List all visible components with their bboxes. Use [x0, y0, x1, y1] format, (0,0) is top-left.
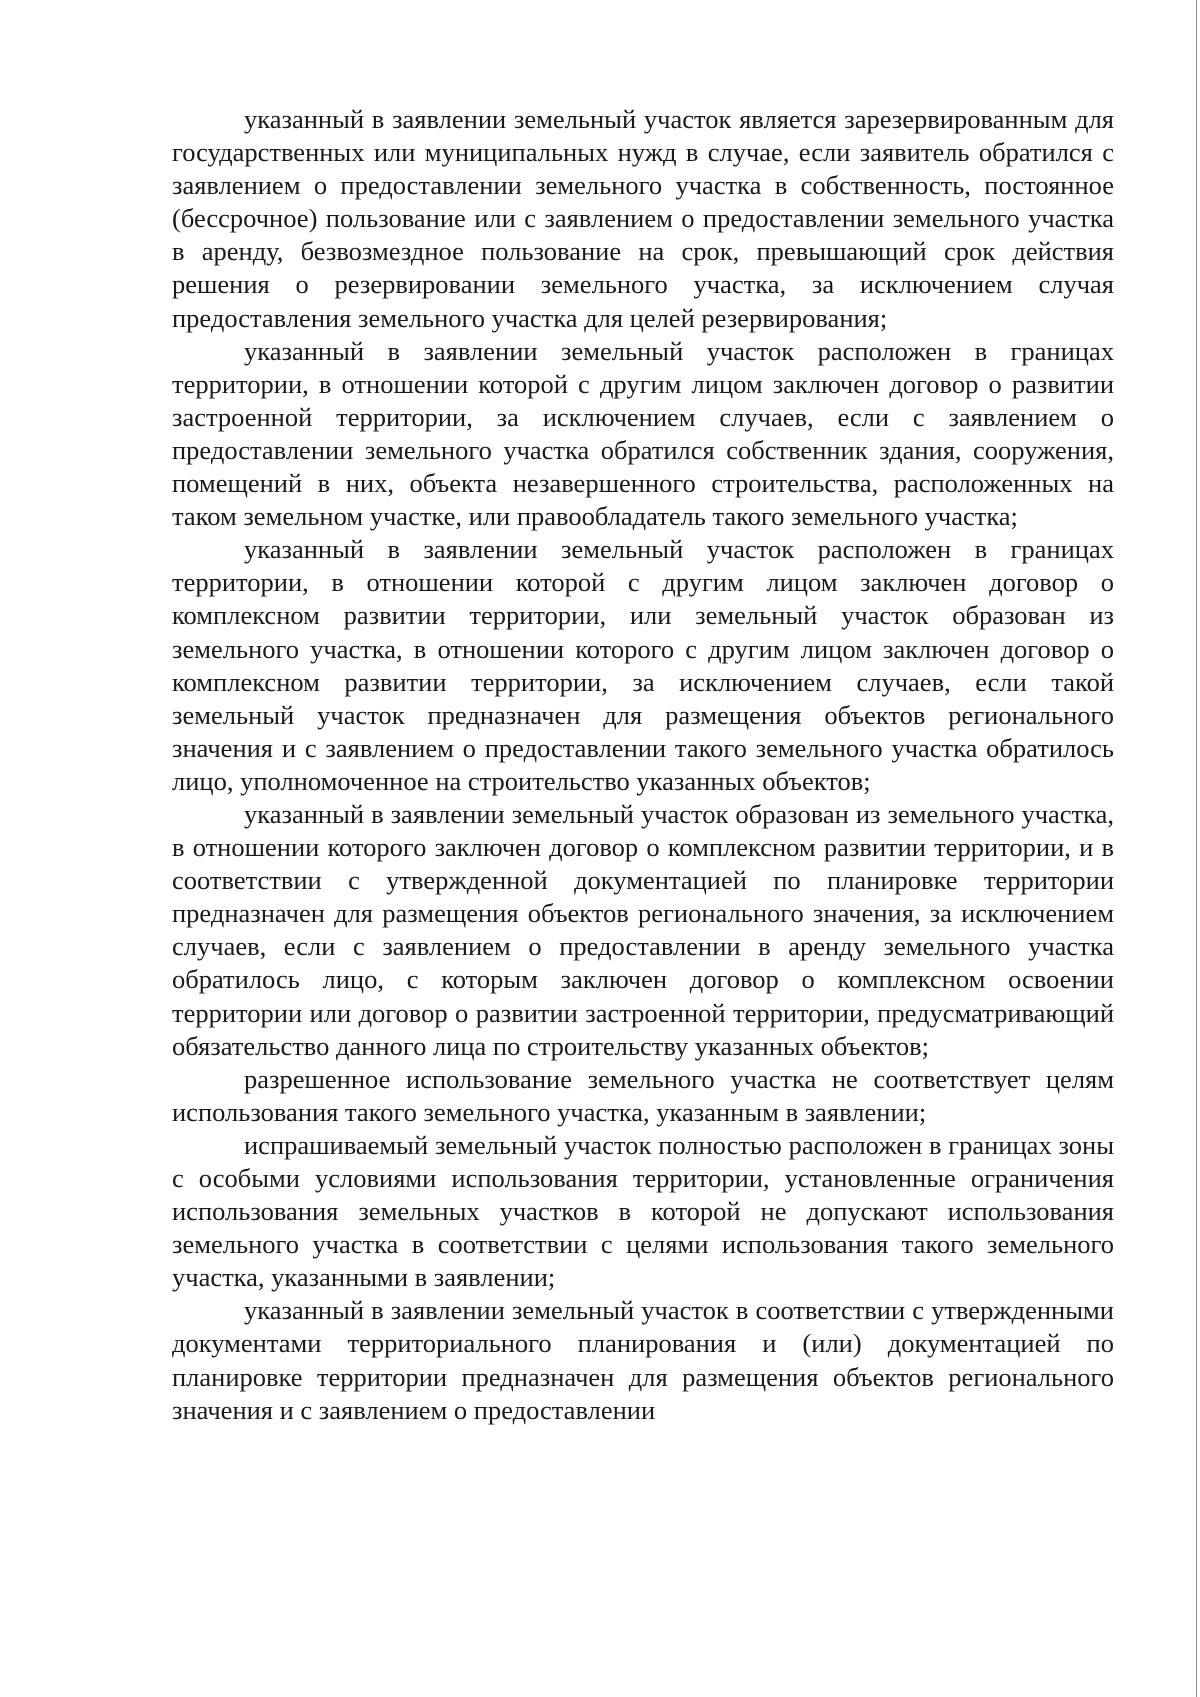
paragraph-regional-objects: указанный в заявлении земельный участок образован из земельного участка, в отношении которого заключен договор о комплексном развитии территории, и в соответствии с утвержденной документацией по планировке территории предназначен для размещения объектов регионального значения, за исключением случаев, если с заявлением о предоставлении в аренду земельного участка обратилось лицо, с которым заключен договор о комплексном освоении территории или договор о развитии застроенной территории, предусматривающий обязательство данного лица по строительству указанных объектов;	[172, 798, 1114, 1061]
document-body	[172, 103, 1114, 1427]
page-edge-divider	[1194, 0, 1200, 1697]
paragraph-complex-development: указанный в заявлении земельный участок расположен в границах территории, в отношении которой с другим лицом заключен договор о комплексном развитии территории, или земельный участок образован из земельного участка, в отношении которого с другим лицом заключен договор о комплексном развитии территории, за исключением случаев, если такой земельный участок предназначен для размещения объектов регионального значения и с заявлением о предоставлении такого земельного участка обратилось лицо, уполномоченное на строительство указанных объектов;	[172, 534, 1114, 796]
paragraph-special-zone: испрашиваемый земельный участок полностью расположен в границах зоны с особыми условиями использования территории, установленные ограничения использования земельных участков в которой не допускают использования земельного участка в соответствии с целями использования такого земельного участка, указанными в заявлении;	[172, 1129, 1114, 1293]
paragraph-reserved-land: указанный в заявлении земельный участок является зарезервированным для государственных или муниципальных нужд в случае, если заявитель обратился с заявлением о предоставлении земельного участка в собственность, постоянное (бессрочное) пользование или с заявлением о предоставлении земельного участка в аренду, безвозмездное пользование на срок, превышающий срок действия решения о резервировании земельного участка, за исключением случая предоставления земельного участка для целей резервирования;	[172, 104, 1114, 333]
paragraph-territorial-planning: указанный в заявлении земельный участок в соответствии с утвержденными документами территориального планирования и (или) документацией по планировке территории предназначен для размещения объектов регионального значения и с заявлением о предоставлении	[172, 1295, 1114, 1425]
paragraph-permitted-use: разрешенное использование земельного участка не соответствует целям использования такого земельного участка, указанным в заявлении;	[172, 1063, 1114, 1127]
paragraph-built-up-territory: указанный в заявлении земельный участок расположен в границах территории, в отношении которой с другим лицом заключен договор о развитии застроенной территории, за исключением случаев, если с заявлением о предоставлении земельного участка обратился собственник здания, сооружения, помещений в них, объекта незавершенного строительства, расположенных на таком земельном участке, или правообладатель такого земельного участка;	[172, 335, 1114, 532]
